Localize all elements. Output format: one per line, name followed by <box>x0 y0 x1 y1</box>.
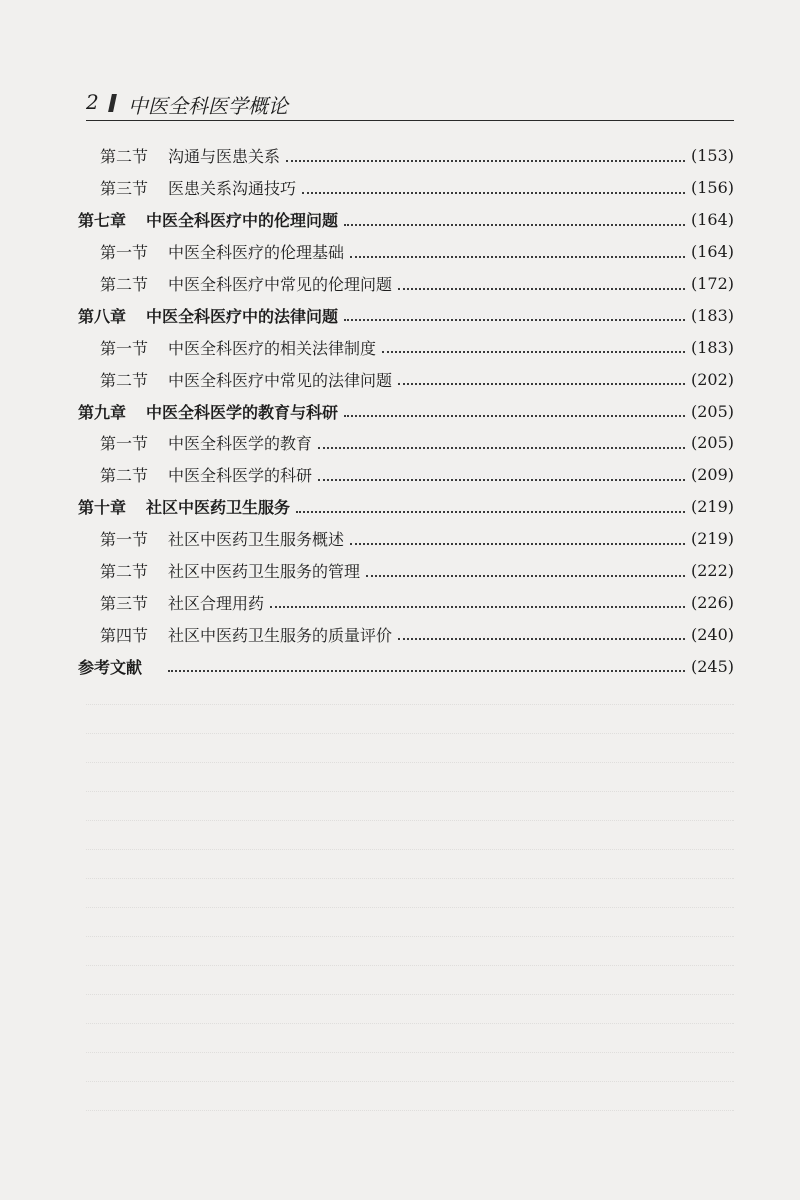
toc-entry-label: 第三节 <box>100 179 149 199</box>
dot-leader <box>286 160 685 162</box>
dot-leader <box>350 256 685 258</box>
toc-entry-title: 医患关系沟通技巧 <box>168 179 297 199</box>
toc-section-entry <box>78 555 734 587</box>
toc-entry-label: 第三节 <box>100 593 149 613</box>
dot-leader <box>344 319 685 321</box>
dot-leader <box>318 447 685 449</box>
toc-entry-label: 第二节 <box>100 275 149 294</box>
toc-entry-title: 中医全科医疗中常见的伦理问题 <box>168 275 393 294</box>
toc-section-entry <box>78 523 734 555</box>
toc-entry-title: 社区中医药卫生服务概述 <box>168 530 345 550</box>
toc-page-number: (222) <box>690 561 734 581</box>
toc-back-matter-entry <box>78 650 734 682</box>
toc-entry-title: 中医全科医学的教育与科研 <box>146 402 339 422</box>
show-through-texture <box>86 676 734 1116</box>
toc-entry-title: 中医全科医疗中的法律问题 <box>146 306 339 326</box>
dot-leader <box>398 383 685 385</box>
toc-entry-title: 中医全科医学的科研 <box>168 466 313 486</box>
toc-section-entry <box>78 140 734 172</box>
toc-section-entry <box>78 618 734 650</box>
show-through-line <box>86 937 734 966</box>
toc-entry-label: 第一节 <box>100 243 149 263</box>
show-through-line <box>86 705 734 734</box>
toc-entry-label: 参考文献 <box>78 657 143 677</box>
toc-page-number: (209) <box>690 465 734 485</box>
toc-entry-title: 社区中医药卫生服务 <box>146 498 291 518</box>
toc-entry-title: 中医全科医疗中常见的法律问题 <box>168 370 393 390</box>
toc-page-number: (240) <box>690 624 734 644</box>
toc-page-number: (153) <box>690 146 734 166</box>
toc-page-number: (164) <box>690 242 734 262</box>
show-through-line <box>86 850 734 879</box>
dot-leader <box>168 670 685 672</box>
show-through-line <box>86 734 734 763</box>
toc-entry-label: 第二节 <box>100 562 149 582</box>
book-title: 中医全科医学概论 <box>128 94 288 118</box>
toc-chapter-entry <box>78 491 734 523</box>
toc-section-entry <box>78 172 734 204</box>
toc-page-number: (205) <box>690 433 734 453</box>
toc-entry-title: 中医全科医疗的伦理基础 <box>168 243 345 263</box>
toc-entry-title: 社区中医药卫生服务的管理 <box>168 562 361 582</box>
show-through-line <box>86 879 734 908</box>
toc-page-number: (183) <box>690 305 734 325</box>
dot-leader <box>366 575 685 577</box>
page-number: 2 <box>86 90 99 114</box>
toc-page-number: (172) <box>690 274 734 293</box>
running-header <box>86 90 734 121</box>
show-through-line <box>86 1082 734 1111</box>
dot-leader <box>344 224 685 226</box>
toc-entry-label: 第一节 <box>100 434 149 454</box>
toc-entry-label: 第十章 <box>78 498 127 518</box>
toc-page-number: (205) <box>690 401 734 421</box>
toc-page-number: (202) <box>690 369 734 389</box>
toc-chapter-entry <box>78 299 734 331</box>
show-through-line <box>86 966 734 995</box>
toc-entry-title: 中医全科医疗中的伦理问题 <box>146 211 339 231</box>
toc-section-entry <box>78 586 734 618</box>
toc-entry-label: 第一节 <box>100 530 149 550</box>
show-through-line <box>86 1024 734 1053</box>
toc-section-entry <box>78 331 734 363</box>
toc-entry-label: 第九章 <box>78 402 127 422</box>
toc-entry-label: 第二节 <box>100 466 149 486</box>
toc-page-number: (219) <box>690 497 734 517</box>
toc-entry-label: 第八章 <box>78 306 127 326</box>
toc-entry-label: 第七章 <box>78 211 127 231</box>
show-through-line <box>86 792 734 821</box>
dot-leader <box>344 415 685 417</box>
toc-section-entry <box>78 459 734 491</box>
header-divider-mark <box>108 94 117 112</box>
dot-leader <box>296 511 685 513</box>
toc-chapter-entry <box>78 204 734 236</box>
dot-leader <box>350 543 685 545</box>
dot-leader <box>398 638 685 640</box>
toc-chapter-entry <box>78 395 734 427</box>
dot-leader <box>398 288 685 290</box>
dot-leader <box>318 479 685 481</box>
toc-entry-label: 第四节 <box>100 625 149 645</box>
toc-entry-title: 社区合理用药 <box>168 593 265 613</box>
dot-leader <box>302 192 685 194</box>
show-through-line <box>86 821 734 850</box>
toc-entry-title: 沟通与医患关系 <box>168 147 281 167</box>
toc-entry-label: 第二节 <box>100 370 149 390</box>
dot-leader <box>382 351 685 353</box>
toc-entry-title: 中医全科医学的教育 <box>168 434 313 454</box>
toc-entry-title: 中医全科医疗的相关法律制度 <box>168 338 377 358</box>
toc-page-number: (164) <box>690 210 734 230</box>
toc-entry-label: 第一节 <box>100 338 149 358</box>
toc-section-entry <box>78 268 734 300</box>
toc-page-number: (226) <box>690 592 734 612</box>
toc-page-number: (245) <box>690 656 734 676</box>
toc-entry-title: 社区中医药卫生服务的质量评价 <box>168 625 393 645</box>
show-through-line <box>86 1053 734 1082</box>
show-through-line <box>86 763 734 792</box>
table-of-contents <box>78 140 734 682</box>
dot-leader <box>270 606 685 608</box>
toc-entry-label: 第二节 <box>100 147 149 167</box>
toc-section-entry <box>78 427 734 459</box>
show-through-line <box>86 908 734 937</box>
toc-section-entry <box>78 236 734 268</box>
toc-page-number: (156) <box>690 178 734 198</box>
toc-page-number: (219) <box>690 529 734 549</box>
toc-page-number: (183) <box>690 337 734 357</box>
toc-section-entry <box>78 363 734 395</box>
show-through-line <box>86 995 734 1024</box>
